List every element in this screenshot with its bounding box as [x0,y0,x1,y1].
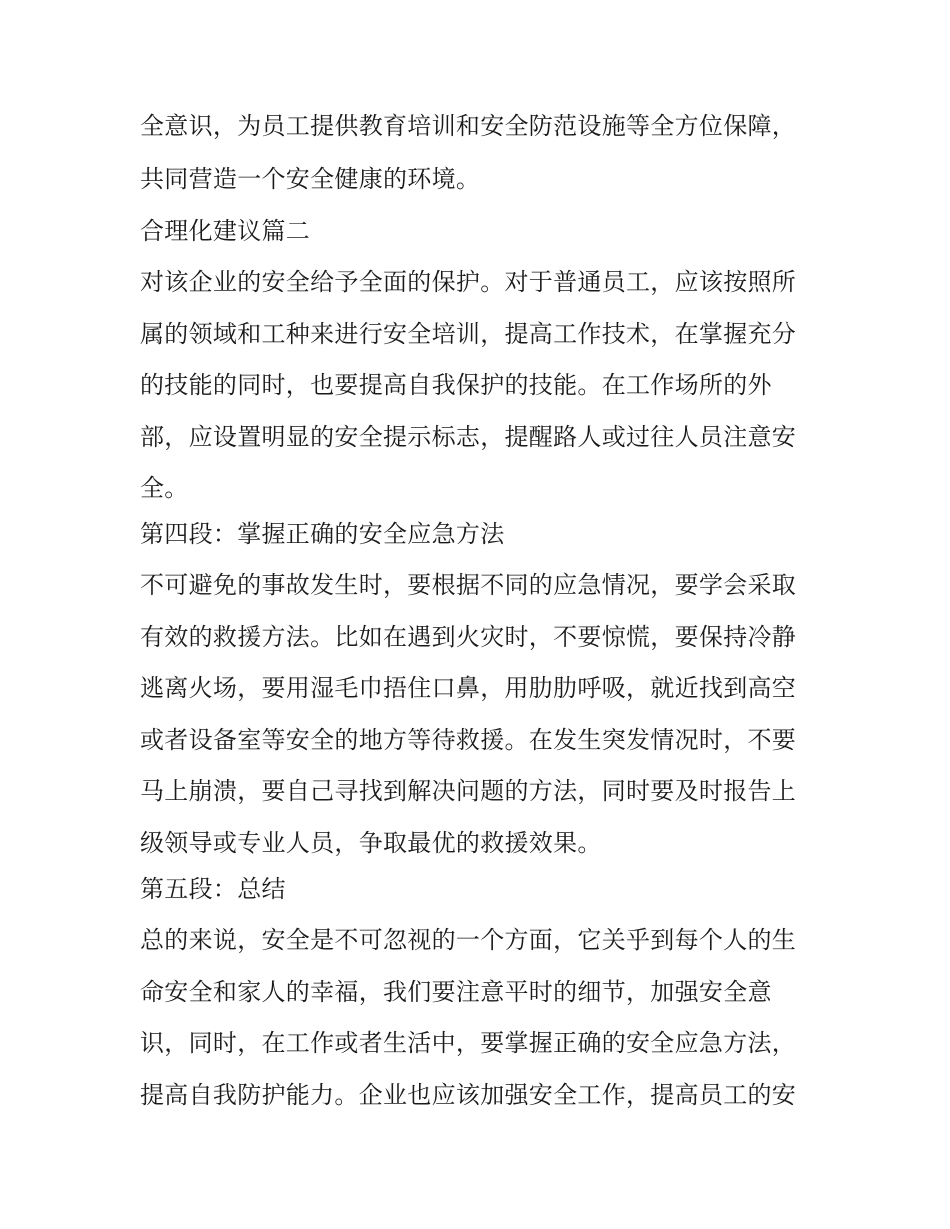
text-line: 对该企业的安全给予全面的保护。对于普通员工，应该按照所 [140,268,797,296]
section-heading: 第五段：总结 [140,875,286,903]
text-line: 不可避免的事故发生时，要根据不同的应急情况，要学会采取 [140,571,797,599]
text-line: 提高自我防护能力。企业也应该加强安全工作，提高员工的安 [140,1081,797,1109]
section-heading: 第四段：掌握正确的安全应急方法 [140,520,505,548]
text-line: 部，应设置明显的安全提示标志，提醒路人或过往人员注意安 [140,423,797,451]
text-line: 或者设备室等安全的地方等待救援。在发生突发情况时，不要 [140,726,797,754]
text-line: 总的来说，安全是不可忽视的一个方面，它关乎到每个人的生 [140,926,797,954]
text-line: 识，同时，在工作或者生活中，要掌握正确的安全应急方法， [140,1029,797,1057]
text-line: 属的领域和工种来进行安全培训，提高工作技术，在掌握充分 [140,320,797,348]
text-line: 马上崩溃，要自己寻找到解决问题的方法，同时要及时报告上 [140,777,797,805]
text-line: 命安全和家人的幸福，我们要注意平时的细节，加强安全意 [140,978,772,1006]
text-line: 级领导或专业人员，争取最优的救援效果。 [140,829,602,857]
text-line: 全。 [140,474,189,502]
text-line: 共同营造一个安全健康的环境。 [140,165,481,193]
section-heading: 合理化建议篇二 [140,217,311,245]
text-line: 的技能的同时，也要提高自我保护的技能。在工作场所的外 [140,371,772,399]
text-line: 全意识，为员工提供教育培训和安全防范设施等全方位保障， [140,112,797,140]
text-line: 逃离火场，要用湿毛巾捂住口鼻，用肋肋呼吸，就近找到高空 [140,674,797,702]
text-line: 有效的救援方法。比如在遇到火灾时，不要惊慌，要保持冷静 [140,623,797,651]
